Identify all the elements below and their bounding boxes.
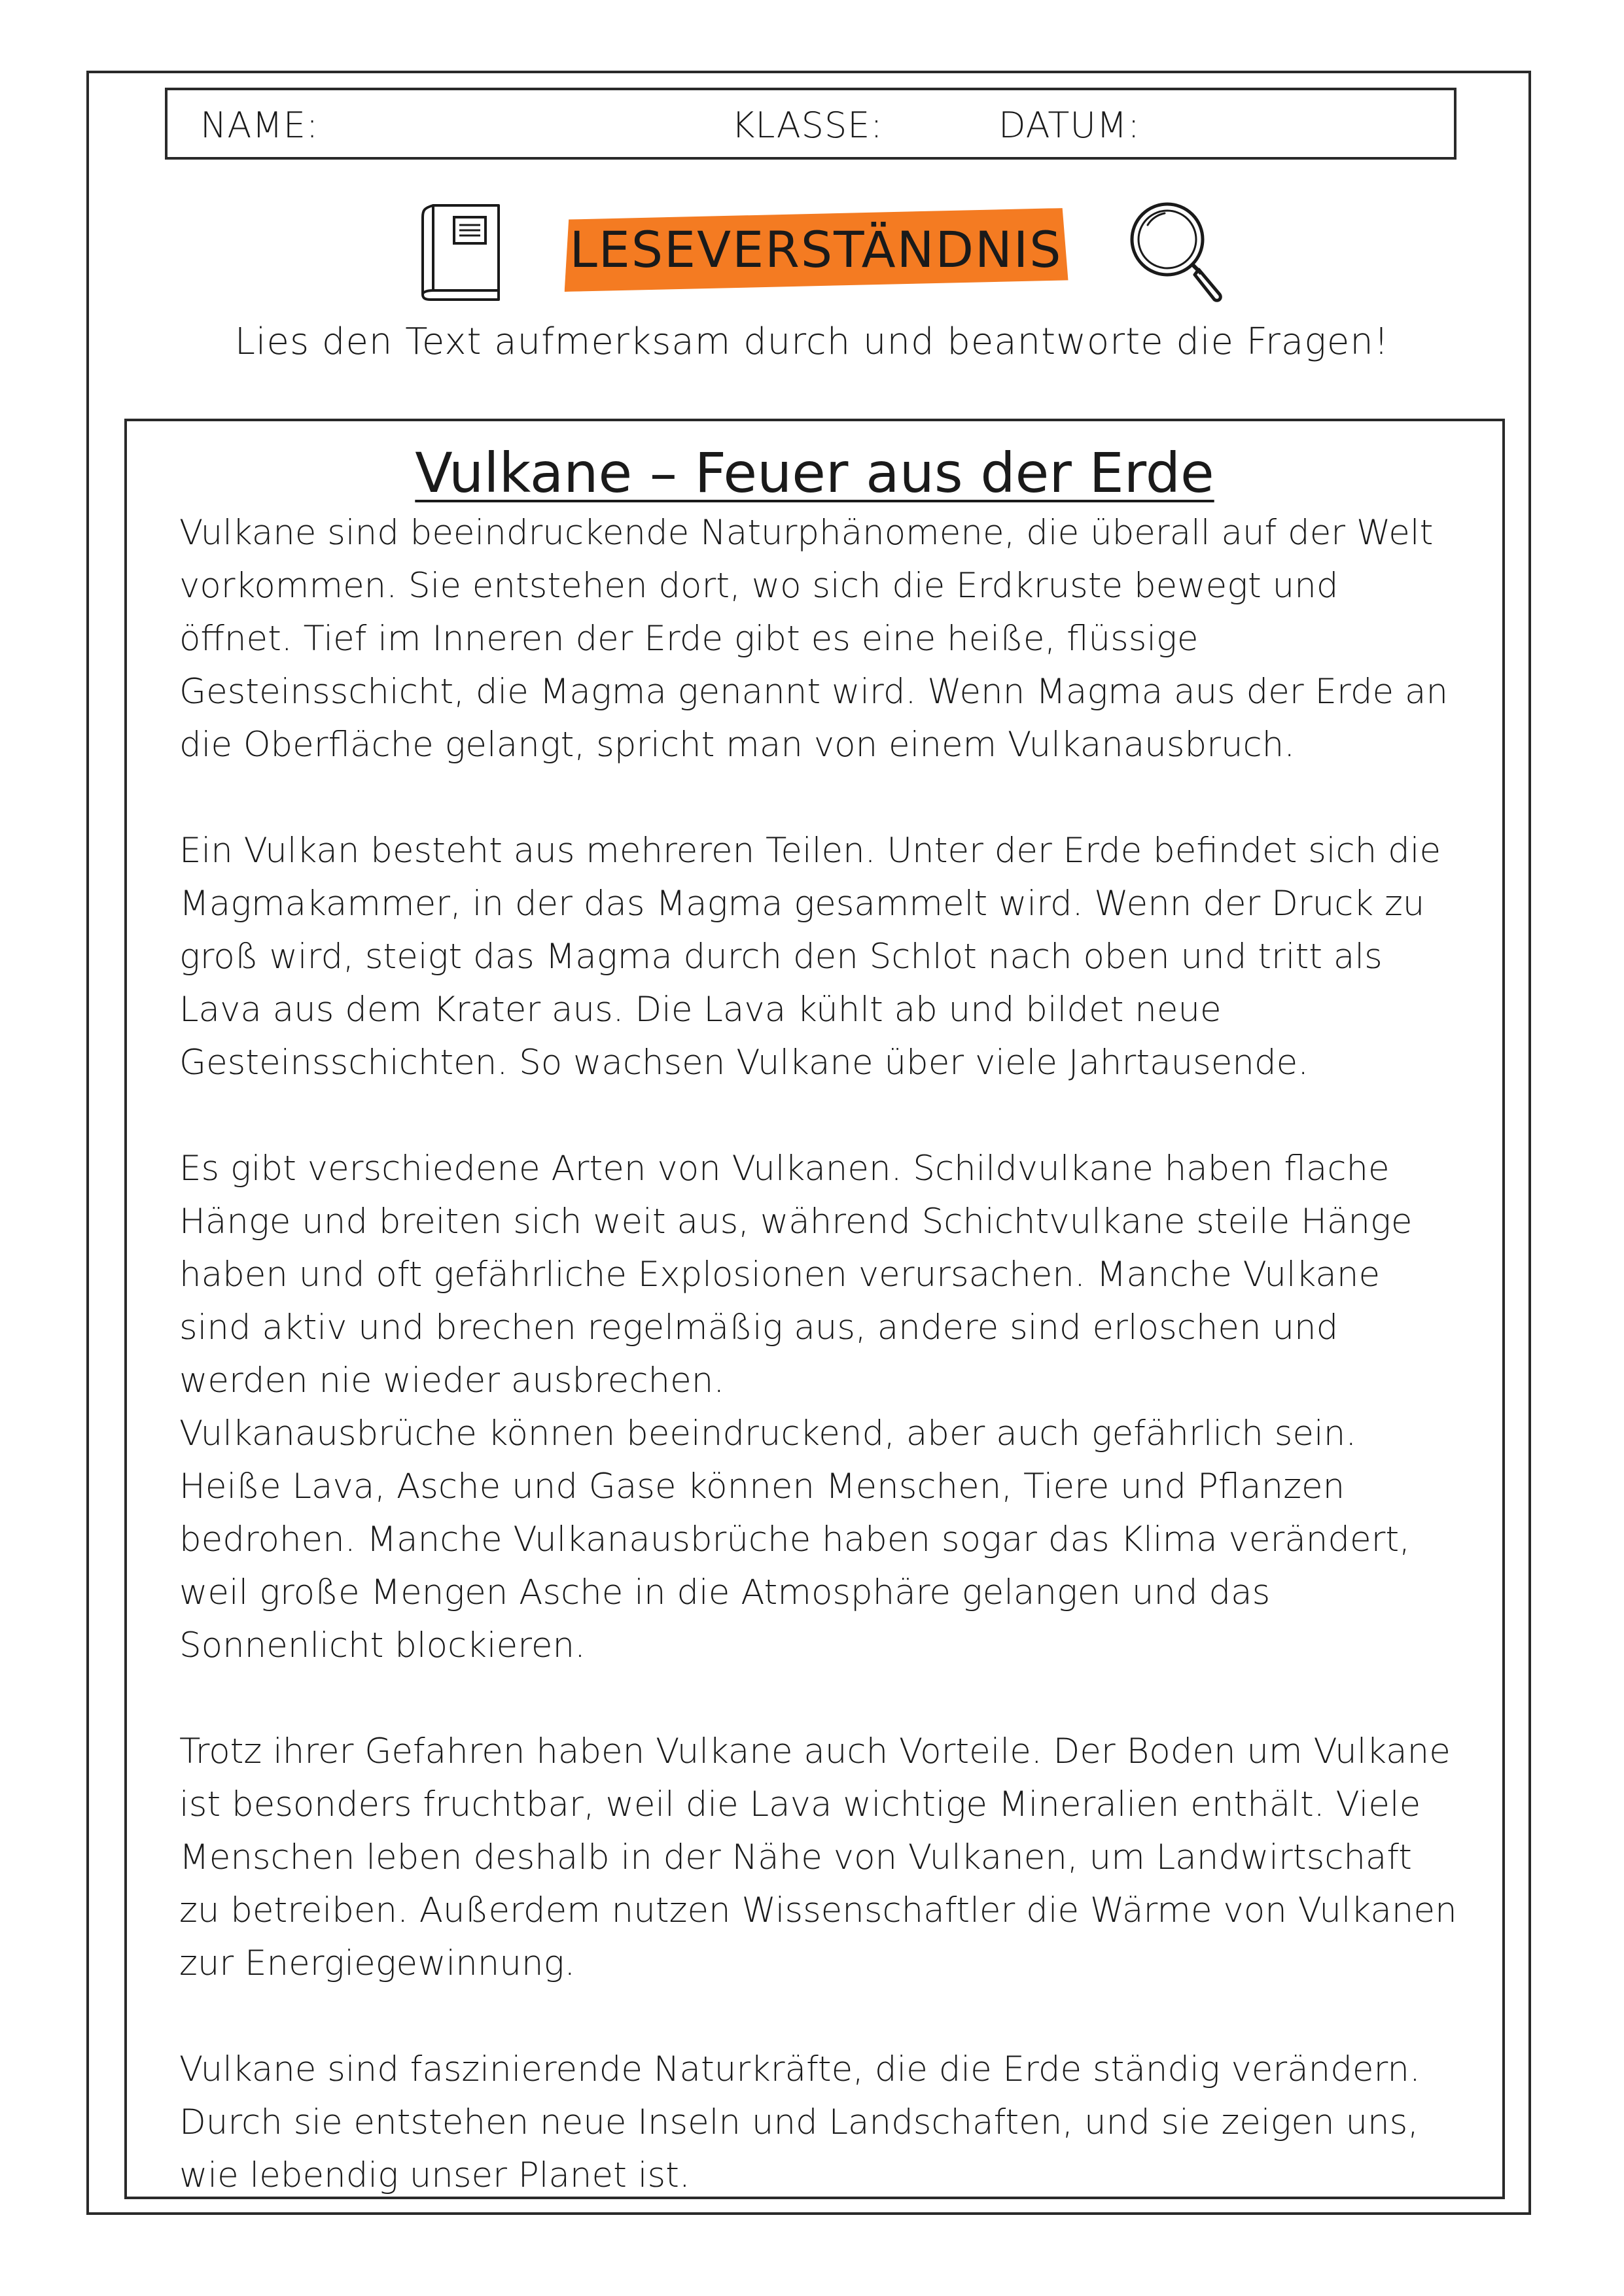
instruction-text: Lies den Text aufmerksam durch und beantworte die Fragen! <box>234 321 1390 363</box>
date-label: DATUM: <box>998 105 1140 146</box>
article-paragraph: Trotz ihrer Gefahren haben Vulkane auch Vorteile. Der Boden um Vulkane ist besonders fruchtbar, weil die Lava wichtige Mineralien enthält. Viele Menschen leben deshalb in der Nähe von Vulkanen, um Landwirtschaft zu betreiben. Außerdem nutzen Wissenschaftler die Wärme von Vulkanen zur Energiegewinnung. <box>179 1731 1457 1983</box>
article-paragraph: Vulkanausbrüche können beeindruckend, aber auch gefährlich sein. Heiße Lava, Asche und Gase können Menschen, Tiere und Pflanzen bedrohen. Manche Vulkanausbrüche haben sogar das Klima verändert, weil große Mengen Asche in die Atmosphäre gelangen und das Sonnenlicht blockieren. <box>179 1414 1411 1665</box>
student-info-header <box>165 88 1456 160</box>
article-paragraph: Vulkane sind faszinierende Naturkräfte, die die Erde ständig verändern. Durch sie entstehen neue Inseln und Landschaften, und sie zeigen uns, wie lebendig unser Planet ist. <box>179 2049 1421 2195</box>
article-paragraph: Es gibt verschiedene Arten von Vulkanen. Schildvulkane haben flache Hänge und breiten sich weit aus, während Schichtvulkane steile Hänge haben und oft gefährliche Explosionen verursachen. Manche Vulkane sind aktiv und brechen regelmäßig aus, andere sind erloschen und werden nie wieder ausbrechen. <box>179 1149 1413 1400</box>
article-body <box>179 506 1462 2255</box>
article-title: Vulkane – Feuer aus der Erde <box>415 441 1214 505</box>
worksheet-title-row <box>0 196 1624 314</box>
article-paragraph: Ein Vulkan besteht aus mehreren Teilen. Unter der Erde befindet sich die Magmakammer, in der das Magma gesammelt wird. Wenn der Druck zu groß wird, steigt das Magma durch den Schlot nach oben und tritt als Lava aus dem Krater aus. Die Lava kühlt ab und bildet neue Gesteinsschichten. So wachsen Vulkane über viele Jahrtausende. <box>179 831 1441 1083</box>
book-icon <box>419 201 508 301</box>
article-paragraph: Vulkane sind beeindruckende Naturphänomene, die überall auf der Welt vorkommen. Sie entstehen dort, wo sich die Erdkruste bewegt und öffnet. Tief im Inneren der Erde gibt es eine heiße, flüssige Gesteinsschicht, die Magma genannt wird. Wenn Magma aus der Erde an die Oberfläche gelangt, spricht man von einem Vulkanausbruch. <box>179 513 1449 765</box>
reading-text-box <box>124 419 1505 2199</box>
class-label: KLASSE: <box>732 105 883 146</box>
name-label: NAME: <box>200 105 319 146</box>
worksheet-title: LESEVERSTÄNDNIS <box>569 220 1063 279</box>
magnifier-icon <box>1124 196 1229 307</box>
